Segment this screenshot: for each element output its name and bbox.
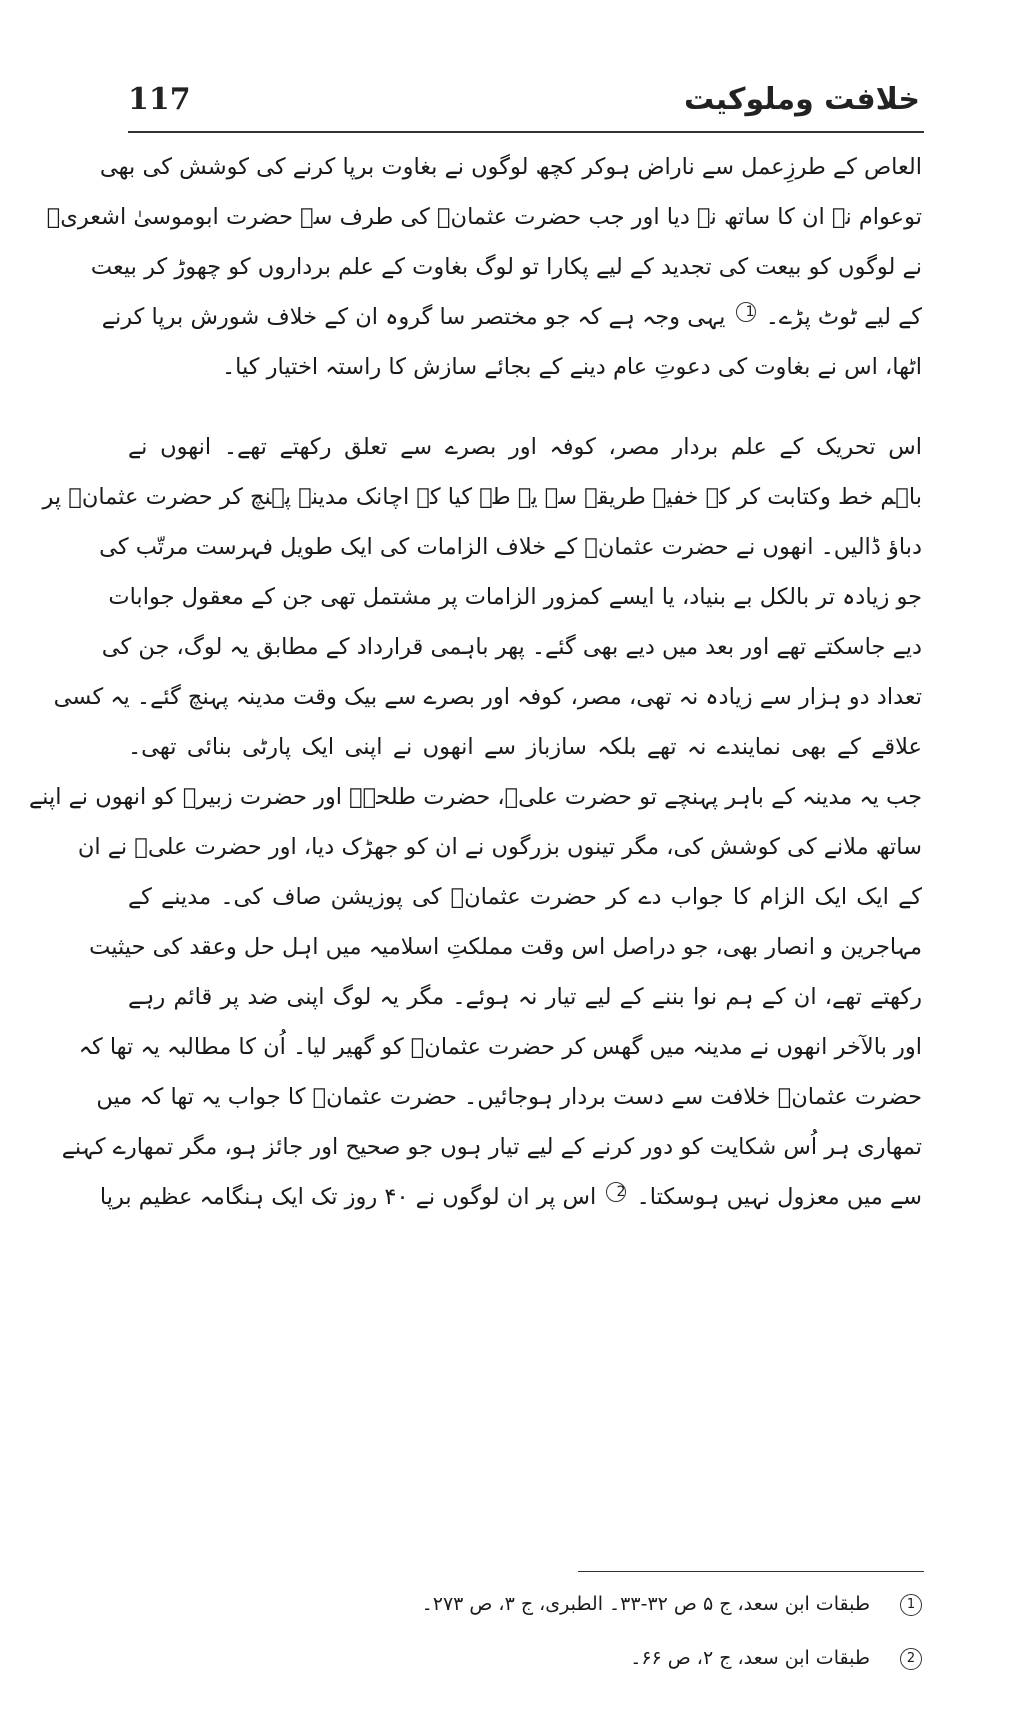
text-line: نے لوگوں کو بیعت کی تجدید کے لیے پکارا تو لوگ بغاوت کے علم برداروں کو چھوڑ کر بیعت (90, 254, 922, 280)
footnote-ref-2[interactable]: 2 (606, 1182, 626, 1202)
text-line: العاص کے طرزِعمل سے ناراض ہوکر کچھ لوگوں نے بغاوت برپا کرنے کی کوشش کی بھی (99, 154, 922, 180)
text-line: علاقے کے بھی نمایندے نہ تھے بلکہ سازباز سے انھوں نے اپنی ایک پارٹی بنائی تھی۔ (128, 734, 922, 760)
footnotes (128, 1588, 922, 1696)
text-line: اس تحریک کے علم بردار مصر، کوفہ اور بصرے سے تعلق رکھتے تھے۔ انھوں نے (128, 434, 922, 460)
text-line: کے ایک ایک الزام کا جواب دے کر حضرت عثمانؓ کی پوزیشن صاف کی۔ مدینے کے (128, 884, 922, 910)
header-rule (128, 131, 924, 133)
paragraph-1 (46, 142, 922, 392)
text-line-with-footnote (101, 292, 922, 342)
page-header (128, 82, 920, 128)
text-line: مہاجرین و انصار بھی، جو دراصل اس وقت مملکتِ اسلامیہ میں اہل حل وعقد کی حیثیت (89, 934, 922, 960)
footnote-text: طبقات ابن سعد، ج ۵ ص ۳۲-۳۳۔ الطبری، ج ۳، ص ۲۷۳۔ (421, 1593, 870, 1615)
page-number: 117 (128, 82, 191, 117)
footnote-1 (128, 1588, 922, 1620)
footnote-text: طبقات ابن سعد، ج ۲، ص ۶۶۔ (630, 1647, 870, 1669)
text-segment: سے میں معزول نہیں ہوسکتا۔ (636, 1184, 922, 1210)
text-line: ساتھ ملانے کی کوشش کی، مگر تینوں بزرگوں نے ان کو جھڑک دیا، اور حضرت علیؓ نے ان (77, 834, 922, 860)
footnote-rule (578, 1571, 924, 1572)
text-segment: اس پر ان لوگوں نے ۴۰ روز تک ایک ہنگامہ عظیم برپا (99, 1184, 597, 1210)
footnote-2 (128, 1642, 922, 1674)
text-segment: یہی وجہ ہے کہ جو مختصر سا گروہ ان کے خلاف شورش برپا کرنے (101, 304, 726, 330)
text-segment: کے لیے ٹوٹ پڑے۔ (765, 304, 922, 330)
footnote-ref-1[interactable]: 1 (736, 302, 756, 322)
running-title: خلافت وملوکیت (684, 82, 920, 117)
text-line-with-footnote (99, 1172, 922, 1222)
body-text (28, 142, 922, 1222)
text-line: اور بالآخر انھوں نے مدینہ میں گھس کر حضرت عثمانؓ کو گھیر لیا۔ اُن کا مطالبہ یہ تھا کہ (78, 1034, 922, 1060)
text-line: اٹھا، اس نے بغاوت کی دعوتِ عام دینے کے بجائے سازش کا راستہ اختیار کیا۔ (221, 354, 922, 380)
paragraph-2 (28, 422, 922, 1222)
text-line: دیے جاسکتے تھے اور بعد میں دیے بھی گئے۔ پھر باہمی قرارداد کے مطابق یہ لوگ، جن کی (101, 634, 922, 660)
text-line: تعداد دو ہزار سے زیادہ نہ تھی، مصر، کوفہ اور بصرے سے بیک وقت مدینہ پہنچ گئے۔ یہ کسی (53, 684, 922, 710)
text-line: جب یہ مدینہ کے باہر پہنچے تو حضرت علیؓ، حضرت طلحہؓ اور حضرت زبیرؓ کو انھوں نے اپنے (28, 784, 922, 810)
text-line: حضرت عثمانؓ خلافت سے دست بردار ہوجائیں۔ حضرت عثمانؓ کا جواب یہ تھا کہ میں (96, 1084, 922, 1110)
text-line: باہم خط وکتابت کر کے خفیہ طریقے سے یہ طے کیا کہ اچانک مدینہ پہنچ کر حضرت عثمانؓ پر (42, 484, 922, 510)
text-line: توعوام نے ان کا ساتھ نہ دیا اور جب حضرت عثمانؓ کی طرف سے حضرت ابوموسیٰ اشعریؓ (46, 204, 922, 230)
text-line: دباؤ ڈالیں۔ انھوں نے حضرت عثمانؓ کے خلاف الزامات کی ایک طویل فہرست مرتّب کی (99, 534, 922, 560)
footnote-number: 1 (900, 1594, 922, 1616)
text-line: تمھاری ہر اُس شکایت کو دور کرنے کے لیے تیار ہوں جو صحیح اور جائز ہو، مگر تمھارے کہنے (61, 1134, 922, 1160)
footnote-number: 2 (900, 1648, 922, 1670)
text-line: جو زیادہ تر بالکل بے بنیاد، یا ایسے کمزور الزامات پر مشتمل تھی جن کے معقول جوابات (108, 584, 922, 610)
text-line: رکھتے تھے، ان کے ہم نوا بننے کے لیے تیار نہ ہوئے۔ مگر یہ لوگ اپنی ضد پر قائم رہے (128, 984, 922, 1010)
